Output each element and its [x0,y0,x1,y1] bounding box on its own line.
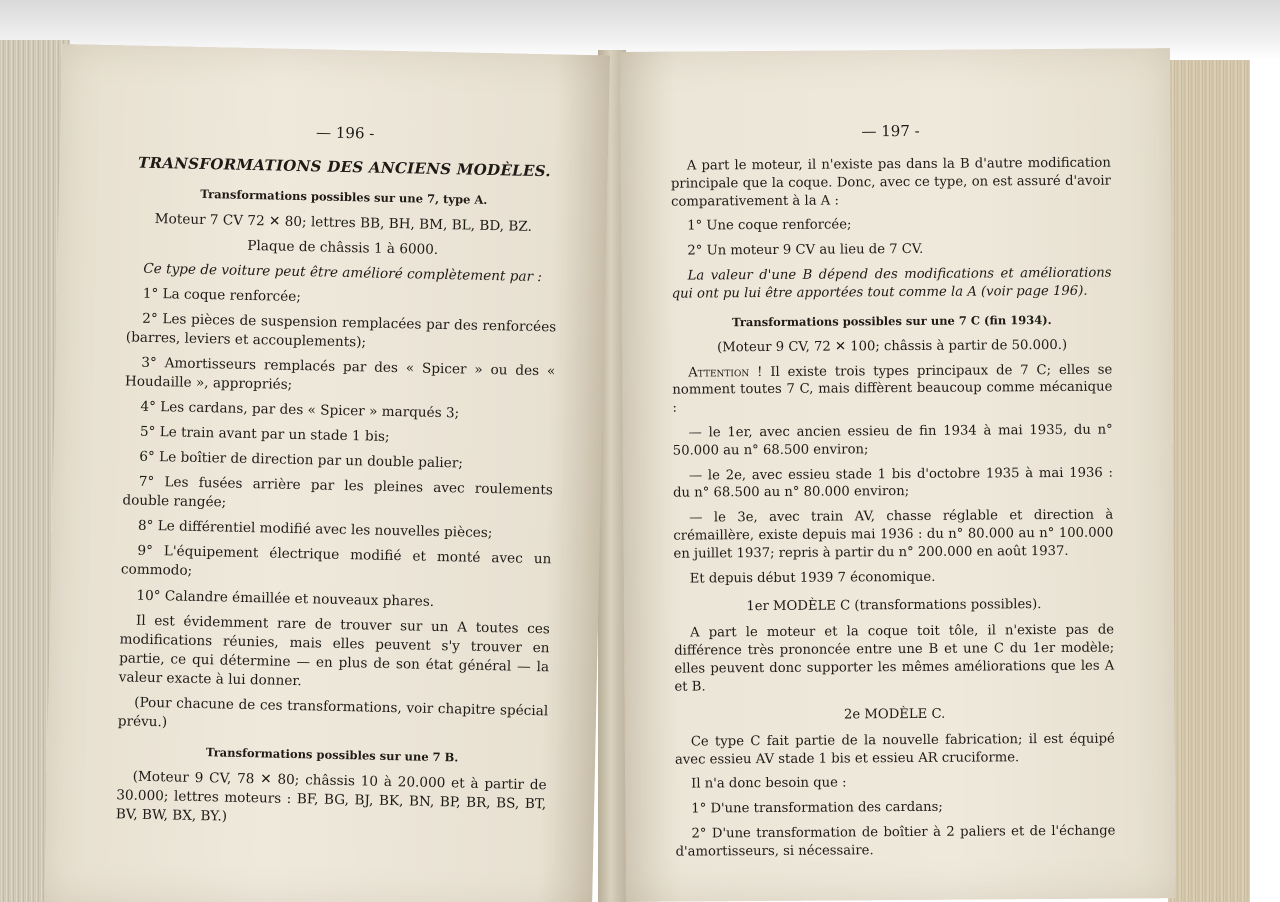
intro-line: Ce type de voiture peut être amélioré complètement par : [143,260,543,286]
subhead-type-c: Transformations possibles sur une 7 C (fin 1934). [732,312,1052,329]
heading-model-1: 1er MODÈLE C (transformations possibles). [746,597,1042,615]
page-number-left: — 196 - [315,123,375,143]
list-item: — le 1er, avec ancien essieu de fin 1934 à mai 1935, du n° 50.000 au n° 68.500 environ; [672,422,1113,459]
book-edge-right [1168,60,1250,902]
note-valeur: La valeur d'une B dépend des modifications et améliorations qui ont pu lui être apportées tout comme la A (voir page 196). [671,265,1112,302]
attention-text: Il existe trois types principaux de 7 C; elles se nomment toutes 7 C, mais diffèrent beaucoup comme mécanique : [672,362,1113,416]
paragraph-besoin: Il n'a donc besoin que : [691,775,847,792]
list-item: 1° D'une transformation des cardans; [691,799,943,817]
list-item: 9° L'équipement électrique modifié et monté avec un commodo; [120,543,552,580]
list-item: 8° Le différentiel modifié avec les nouvelles pièces; [137,518,493,542]
page-number-right: — 197 - [861,121,920,141]
list-item: 4° Les cardans, par des « Spicer » marqués 3; [140,398,460,422]
list-item: 2° D'une transformation de boîtier à 2 paliers et de l'échange d'amortisseurs, si nécessaire. [675,823,1116,860]
plaque-line: Plaque de châssis 1 à 6000. [247,237,439,258]
right-page [620,48,1176,902]
paragraph-attention [672,361,1112,418]
motor-c-line: (Moteur 9 CV, 72 ✕ 100; châssis à partir de 50.000.) [716,337,1068,356]
attention-label: Attention ! [688,364,763,381]
list-item: 7° Les fusées arrière par les pleines avec roulements double rangée; [122,474,553,511]
motor-a-line: Moteur 7 CV 72 ✕ 80; lettres BB, BH, BM, BL, BD, BZ. [154,210,533,235]
paragraph-model-2: Ce type C fait partie de la nouvelle fabrication; il est équipé avec essieu AV stade 1 bis et essieu AR cruciforme. [674,731,1115,768]
right-page-text [671,121,1116,869]
list-item: 3° Amortisseurs remplacés par des « Spicer » ou des « Houdaille », appropriés; [124,354,556,394]
list-item: — le 2e, avec essieu stade 1 bis d'octobre 1935 à mai 1936 : du n° 68.500 au n° 80.000 environ; [673,465,1114,502]
subhead-type-b: Transformations possibles sur une 7 B. [205,744,459,765]
list-item: 2° Les pièces de suspension remplacées par des renforcées (barres, leviers et accouplements); [125,310,557,351]
list-item: 6° Le boîtier de direction par un double palier; [139,449,464,472]
list-item: Et depuis début 1939 7 économique. [689,569,936,587]
page-title: TRANSFORMATIONS DES ANCIENS MODÈLES. [137,153,552,181]
motor-b-line: (Moteur 9 CV, 78 ✕ 80; châssis 10 à 20.000 et à partir de 30.000; lettres moteurs : BF, BG, BJ, BK, BN, BP, BR, BS, BT, BV, BW, BX, BY.) [115,768,547,825]
left-page [44,44,610,902]
paragraph-apart: A part le moteur, il n'existe pas dans la B d'autre modification principale que la coque. Donc, avec ce type, on est assuré d'avoir comparativement à la A : [670,155,1111,210]
list-item: 1° Une coque renforcée; [687,217,852,234]
list-item: 1° La coque renforcée; [142,285,302,306]
subhead-type-a: Transformations possibles sur une 7, type A. [200,186,488,207]
left-page-text [116,119,561,839]
list-item: 2° Un moteur 9 CV au lieu de 7 CV. [687,242,924,259]
paragraph-rare: Il est évidemment rare de trouver sur un A toutes ces modifications réunies, mais elles peuvent s'y trouver en partie, ce qui détermine — en plus de son état général — la valeur exacte à lui donner. [118,612,551,689]
paragraph-pour: (Pour chacune de ces transformations, voir chapitre spécial prévu.) [117,694,549,731]
paragraph-model-1: A part le moteur et la coque toit tôle, il n'existe pas de différence très prononcée entre une B et une C du 1er modèle; elles peuvent donc supporter les mêmes améliorations que les A et B. [674,623,1115,695]
heading-model-2: 2e MODÈLE C. [843,706,946,723]
list-item: 10° Calandre émaillée et nouveaux phares. [136,587,435,610]
list-item: 5° Le train avant par un stade 1 bis; [139,423,390,446]
list-item: — le 3e, avec train AV, chasse réglable et direction à crémaillère, existe depuis mai 1936 : du n° 80.000 au n° 100.000 en juillet 1937; repris à partir du n° 200.000 en août 1937. [673,507,1114,562]
